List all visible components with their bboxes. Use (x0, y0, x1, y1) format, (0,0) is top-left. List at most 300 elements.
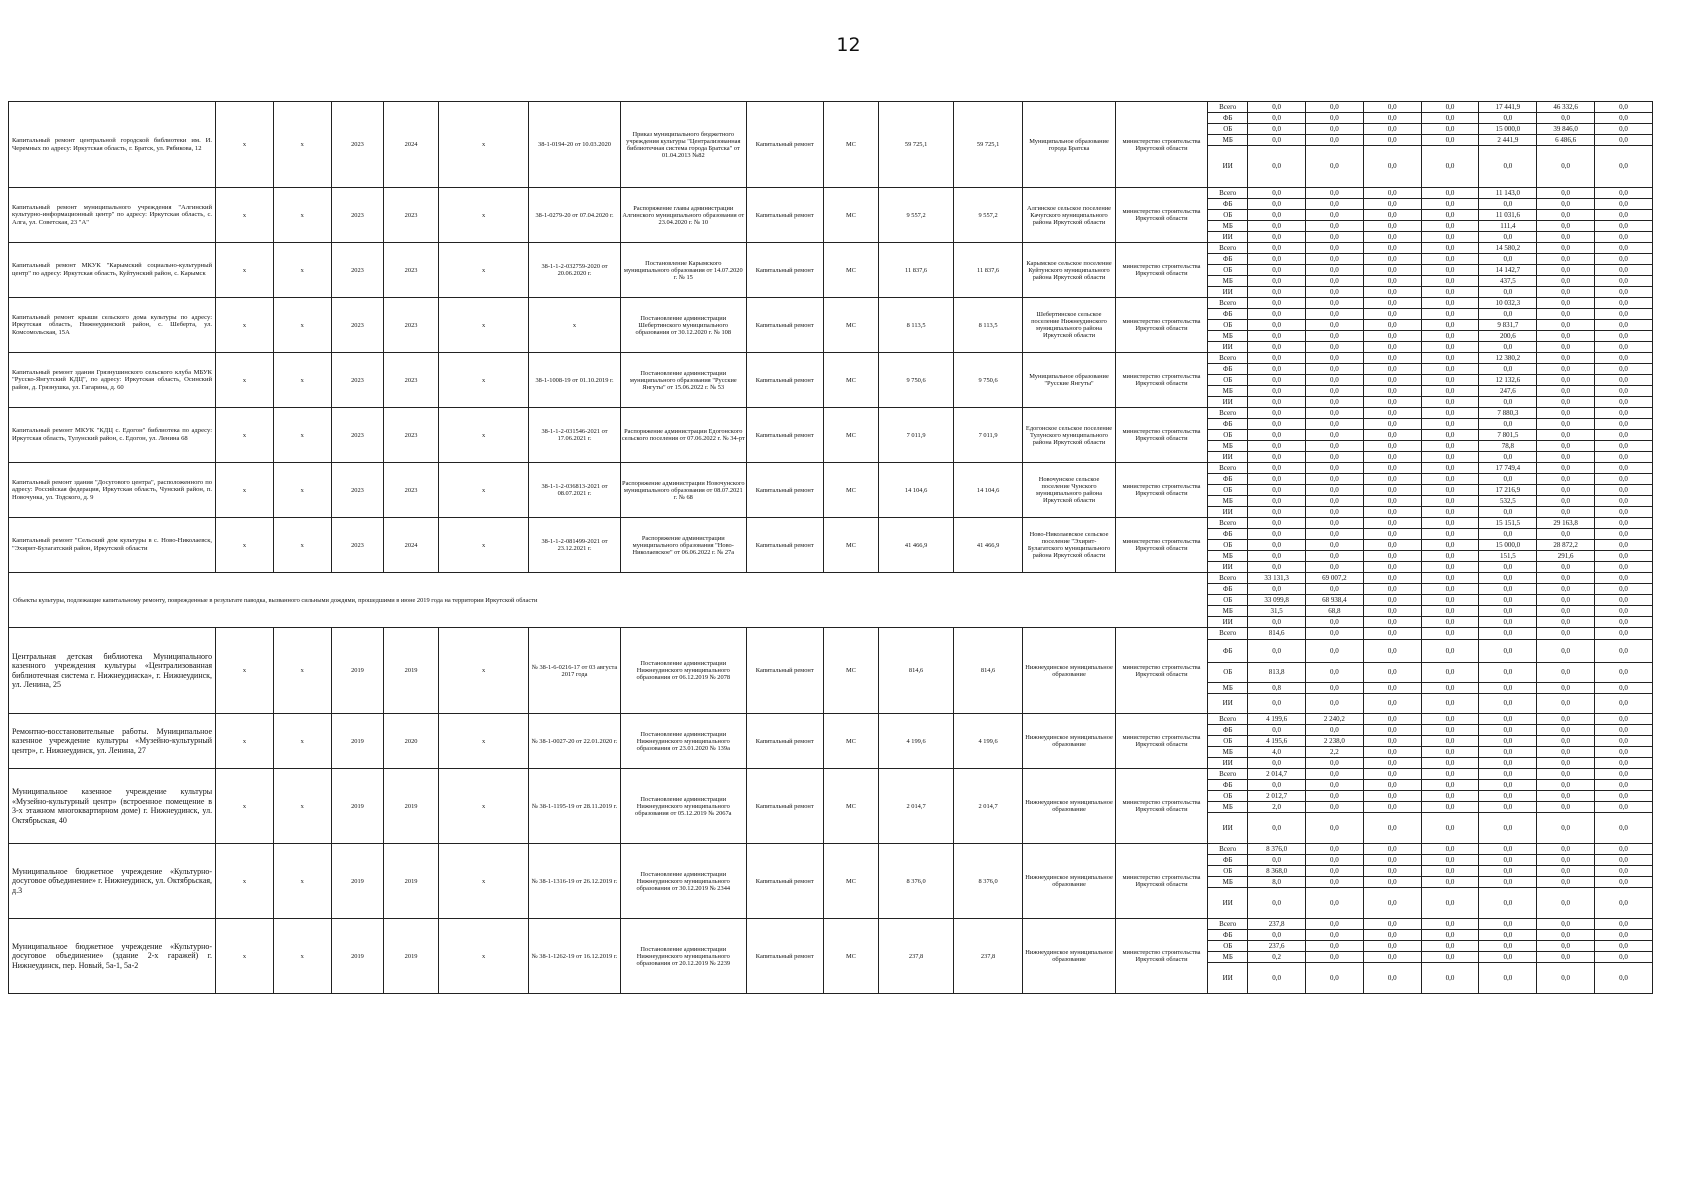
object-description: Капитальный ремонт "Сельский дом культуры в с. Ново-Николаевск, "Эхирит-Булагатский район, Иркутской области (9, 518, 216, 573)
amount-cell: 0,0 (1248, 254, 1306, 265)
amount-cell: 0,0 (1306, 243, 1364, 254)
amount-cell: 0,0 (1248, 243, 1306, 254)
end-year: 2023 (384, 408, 439, 463)
start-year: 2023 (331, 463, 384, 518)
mark-cell: х (216, 298, 274, 353)
amount-cell: 0,0 (1479, 232, 1537, 243)
responsible-ministry: министерство строительства Иркутской области (1115, 714, 1208, 769)
amount-cell: 0,0 (1479, 877, 1537, 888)
mark-cell: х (438, 243, 528, 298)
amount-cell: 0,0 (1479, 780, 1537, 791)
amount-cell: 0,0 (1421, 683, 1479, 694)
amount-cell: 0,0 (1363, 430, 1421, 441)
mark-cell: х (273, 102, 331, 188)
amount-cell: 0,0 (1363, 199, 1421, 210)
amount-cell: 0,0 (1421, 113, 1479, 124)
amount-cell: 0,0 (1595, 683, 1653, 694)
amount-cell: 200,6 (1479, 331, 1537, 342)
amount-cell: 151,5 (1479, 551, 1537, 562)
recipient: Ново-Николаевское сельское поселение "Эхирит-Булагатского муниципального района Иркутской области (1023, 518, 1116, 573)
amount-cell: 0,0 (1537, 919, 1595, 930)
amount-cell: 0,0 (1537, 441, 1595, 452)
amount-cell: 0,0 (1421, 430, 1479, 441)
amount-cell: 0,0 (1421, 518, 1479, 529)
expertise-number: 38-1-0194-20 от 10.03.2020 (529, 102, 620, 188)
source-label: ИИ (1208, 888, 1248, 919)
source-label: МБ (1208, 606, 1248, 617)
amount-cell: 0,0 (1479, 714, 1537, 725)
estimated-cost: 14 104,6 (879, 463, 954, 518)
amount-cell: 0,0 (1421, 780, 1479, 791)
amount-cell: 0,0 (1479, 694, 1537, 714)
amount-cell: 0,0 (1248, 441, 1306, 452)
amount-cell: 33 099,8 (1248, 595, 1306, 606)
amount-cell: 6 486,6 (1537, 135, 1595, 146)
amount-cell: 0,0 (1363, 353, 1421, 364)
amount-cell: 0,0 (1537, 408, 1595, 419)
estimated-cost: 7 011,9 (879, 408, 954, 463)
amount-cell: 17 216,9 (1479, 485, 1537, 496)
amount-cell: 0,0 (1363, 452, 1421, 463)
source-label: ИИ (1208, 562, 1248, 573)
amount-cell: 0,0 (1421, 725, 1479, 736)
amount-cell: 0,0 (1479, 113, 1537, 124)
object-row (9, 102, 1653, 113)
amount-cell: 0,0 (1306, 353, 1364, 364)
amount-cell: 0,0 (1248, 221, 1306, 232)
amount-cell: 0,0 (1537, 606, 1595, 617)
amount-cell: 0,0 (1479, 802, 1537, 813)
basis-document: Постановление администрации муниципального образования "Русские Янгуты" от 15.06.2022 г. № 53 (620, 353, 746, 408)
amount-cell: 0,0 (1306, 877, 1364, 888)
remaining-cost: 814,6 (953, 628, 1022, 714)
amount-cell: 0,0 (1306, 430, 1364, 441)
start-year: 2023 (331, 298, 384, 353)
recipient: Нижнеудинское муниципальное образование (1023, 769, 1116, 844)
object-description: Капитальный ремонт МКУК "Карымский социально-культурный центр" по адресу: Иркутская область, Куйтунский район, с. Карымск (9, 243, 216, 298)
amount-cell: 0,0 (1248, 529, 1306, 540)
amount-cell: 0,0 (1363, 736, 1421, 747)
amount-cell: 0,0 (1537, 747, 1595, 758)
amount-cell: 0,0 (1537, 342, 1595, 353)
amount-cell: 0,0 (1421, 146, 1479, 188)
start-year: 2019 (331, 628, 384, 714)
amount-cell: 10 032,3 (1479, 298, 1537, 309)
object-description: Ремонтно-восстановительные работы. Муниципальное казенное учреждение культуры «Музейно-культурный центр», г. Нижнеудинск, ул. Ленина, 27 (9, 714, 216, 769)
amount-cell: 0,0 (1537, 802, 1595, 813)
source-label: МБ (1208, 276, 1248, 287)
amount-cell: 0,0 (1595, 802, 1653, 813)
end-year: 2023 (384, 463, 439, 518)
source-label: ФБ (1208, 725, 1248, 736)
amount-cell: 12 132,6 (1479, 375, 1537, 386)
amount-cell: 0,0 (1363, 243, 1421, 254)
amount-cell: 0,0 (1248, 199, 1306, 210)
amount-cell: 0,0 (1537, 573, 1595, 584)
ownership-type: МС (823, 408, 879, 463)
amount-cell: 0,0 (1363, 683, 1421, 694)
ownership-type: МС (823, 463, 879, 518)
amount-cell: 0,0 (1363, 963, 1421, 994)
object-description: Капитальный ремонт здания Грязнушинского сельского клуба МБУК "Русско-Янгутский КДЦ", по адресу: Иркутская область, Осинский район, д. Грязнушка, ул. Гагарина, д. 60 (9, 353, 216, 408)
amount-cell: 0,0 (1306, 463, 1364, 474)
work-type: Капитальный ремонт (746, 518, 823, 573)
amount-cell: 11 143,0 (1479, 188, 1537, 199)
source-label: ИИ (1208, 694, 1248, 714)
mark-cell: х (216, 353, 274, 408)
amount-cell: 0,0 (1537, 791, 1595, 802)
amount-cell: 0,0 (1421, 551, 1479, 562)
source-label: ИИ (1208, 342, 1248, 353)
amount-cell: 0,0 (1248, 780, 1306, 791)
amount-cell: 0,0 (1421, 243, 1479, 254)
amount-cell: 0,0 (1248, 485, 1306, 496)
amount-cell: 0,0 (1306, 725, 1364, 736)
source-label: МБ (1208, 441, 1248, 452)
amount-cell: 0,0 (1537, 769, 1595, 780)
mark-cell: х (438, 353, 528, 408)
amount-cell: 0,0 (1421, 866, 1479, 877)
amount-cell: 0,0 (1248, 375, 1306, 386)
amount-cell: 0,0 (1421, 254, 1479, 265)
amount-cell: 0,0 (1421, 474, 1479, 485)
source-label: ИИ (1208, 397, 1248, 408)
amount-cell: 0,0 (1595, 952, 1653, 963)
amount-cell: 0,0 (1363, 254, 1421, 265)
amount-cell: 0,0 (1595, 606, 1653, 617)
mark-cell: х (273, 298, 331, 353)
amount-cell: 31,5 (1248, 606, 1306, 617)
amount-cell: 0,0 (1595, 941, 1653, 952)
amount-cell: 0,0 (1363, 113, 1421, 124)
expertise-number: 38-1-1-2-031546-2021 от 17.06.2021 г. (529, 408, 620, 463)
amount-cell: 0,0 (1306, 802, 1364, 813)
estimated-cost: 4 199,6 (879, 714, 954, 769)
amount-cell: 0,0 (1479, 562, 1537, 573)
ownership-type: МС (823, 769, 879, 844)
amount-cell: 0,0 (1421, 802, 1479, 813)
object-row (9, 919, 1653, 930)
amount-cell: 0,0 (1306, 562, 1364, 573)
amount-cell: 0,0 (1363, 919, 1421, 930)
amount-cell: 0,0 (1363, 888, 1421, 919)
amount-cell: 0,0 (1363, 813, 1421, 844)
work-type: Капитальный ремонт (746, 243, 823, 298)
amount-cell: 0,0 (1248, 124, 1306, 135)
amount-cell: 0,0 (1306, 146, 1364, 188)
amount-cell: 0,0 (1306, 452, 1364, 463)
recipient: Карымское сельское поселение Куйтунского муниципального района Иркутской области (1023, 243, 1116, 298)
mark-cell: х (438, 188, 528, 243)
amount-cell: 0,0 (1421, 628, 1479, 640)
source-label: ФБ (1208, 640, 1248, 663)
amount-cell: 4 199,6 (1248, 714, 1306, 725)
source-label: ИИ (1208, 963, 1248, 994)
amount-cell: 0,0 (1306, 331, 1364, 342)
amount-cell: 0,0 (1479, 342, 1537, 353)
source-label: Всего (1208, 769, 1248, 780)
amount-cell: 0,0 (1363, 595, 1421, 606)
amount-cell: 0,0 (1421, 221, 1479, 232)
amount-cell: 0,0 (1248, 474, 1306, 485)
amount-cell: 0,0 (1595, 364, 1653, 375)
amount-cell: 0,0 (1363, 562, 1421, 573)
amount-cell: 0,0 (1537, 276, 1595, 287)
amount-cell: 0,0 (1306, 265, 1364, 276)
basis-document: Постановление Карымского муниципального образования от 14.07.2020 г. № 15 (620, 243, 746, 298)
amount-cell: 0,0 (1248, 888, 1306, 919)
source-label: ФБ (1208, 855, 1248, 866)
amount-cell: 0,0 (1248, 551, 1306, 562)
amount-cell: 0,0 (1306, 855, 1364, 866)
amount-cell: 0,0 (1537, 146, 1595, 188)
ownership-type: МС (823, 844, 879, 919)
source-label: МБ (1208, 952, 1248, 963)
basis-document: Постановление администрации Нижнеудинского муниципального образования от 06.12.2019 № 2078 (620, 628, 746, 714)
end-year: 2024 (384, 102, 439, 188)
amount-cell: 0,0 (1595, 485, 1653, 496)
amount-cell: 0,0 (1306, 941, 1364, 952)
amount-cell: 0,0 (1363, 941, 1421, 952)
amount-cell: 0,0 (1595, 663, 1653, 683)
amount-cell: 0,0 (1595, 113, 1653, 124)
amount-cell: 0,0 (1306, 640, 1364, 663)
amount-cell: 0,0 (1306, 888, 1364, 919)
work-type: Капитальный ремонт (746, 769, 823, 844)
amount-cell: 17 441,9 (1479, 102, 1537, 113)
amount-cell: 0,0 (1363, 102, 1421, 113)
amount-cell: 0,0 (1595, 963, 1653, 994)
amount-cell: 0,0 (1363, 930, 1421, 941)
amount-cell: 0,0 (1595, 287, 1653, 298)
amount-cell: 0,0 (1306, 529, 1364, 540)
amount-cell: 0,0 (1595, 714, 1653, 725)
amount-cell: 0,0 (1421, 199, 1479, 210)
amount-cell: 0,0 (1306, 518, 1364, 529)
amount-cell: 0,0 (1421, 769, 1479, 780)
amount-cell: 0,0 (1421, 540, 1479, 551)
source-label: ИИ (1208, 452, 1248, 463)
amount-cell: 0,0 (1363, 463, 1421, 474)
amount-cell: 0,0 (1248, 463, 1306, 474)
amount-cell: 0,0 (1537, 397, 1595, 408)
amount-cell: 0,0 (1595, 930, 1653, 941)
amount-cell: 0,0 (1537, 628, 1595, 640)
amount-cell: 0,0 (1595, 474, 1653, 485)
amount-cell: 0,0 (1306, 408, 1364, 419)
amount-cell: 0,0 (1595, 320, 1653, 331)
object-description: Капитальный ремонт муниципального учреждения "Алгинский культурно-информационный центр" по адресу: Иркутская область, с. Алга, ул. Советская, 23 "А" (9, 188, 216, 243)
amount-cell: 0,0 (1248, 265, 1306, 276)
amount-cell: 0,0 (1363, 276, 1421, 287)
amount-cell: 8 368,0 (1248, 866, 1306, 877)
expertise-number: 38-1-1-2-032759-2020 от 20.06.2020 г. (529, 243, 620, 298)
amount-cell: 0,0 (1537, 507, 1595, 518)
amount-cell: 0,0 (1363, 375, 1421, 386)
amount-cell: 8,0 (1248, 877, 1306, 888)
amount-cell: 7 801,5 (1479, 430, 1537, 441)
amount-cell: 0,0 (1306, 199, 1364, 210)
amount-cell: 0,0 (1306, 952, 1364, 963)
amount-cell: 4,0 (1248, 747, 1306, 758)
source-label: ОБ (1208, 430, 1248, 441)
mark-cell: х (216, 463, 274, 518)
responsible-ministry: министерство строительства Иркутской области (1115, 628, 1208, 714)
amount-cell: 0,0 (1421, 758, 1479, 769)
amount-cell: 0,0 (1537, 210, 1595, 221)
source-label: ОБ (1208, 485, 1248, 496)
object-row (9, 188, 1653, 199)
amount-cell: 0,0 (1595, 584, 1653, 595)
start-year: 2023 (331, 188, 384, 243)
source-label: МБ (1208, 683, 1248, 694)
amount-cell: 0,0 (1479, 683, 1537, 694)
work-type: Капитальный ремонт (746, 298, 823, 353)
source-label: МБ (1208, 747, 1248, 758)
amount-cell: 0,0 (1537, 221, 1595, 232)
end-year: 2023 (384, 298, 439, 353)
amount-cell: 0,0 (1248, 963, 1306, 994)
basis-document: Распоряжение главы администрации Алгинского муниципального образования от 23.04.2020 г. № 10 (620, 188, 746, 243)
responsible-ministry: министерство строительства Иркутской области (1115, 102, 1208, 188)
object-row (9, 844, 1653, 855)
expertise-number: № 38-1-6-0216-17 от 03 августа 2017 года (529, 628, 620, 714)
end-year: 2020 (384, 714, 439, 769)
amount-cell: 0,0 (1421, 714, 1479, 725)
amount-cell: 0,0 (1248, 353, 1306, 364)
amount-cell: 0,0 (1595, 463, 1653, 474)
amount-cell: 0,0 (1421, 188, 1479, 199)
amount-cell: 2 238,0 (1306, 736, 1364, 747)
estimated-cost: 11 837,6 (879, 243, 954, 298)
amount-cell: 0,0 (1363, 188, 1421, 199)
amount-cell: 0,0 (1479, 199, 1537, 210)
object-row (9, 518, 1653, 529)
amount-cell: 0,0 (1363, 606, 1421, 617)
amount-cell: 0,0 (1595, 342, 1653, 353)
amount-cell: 814,6 (1248, 628, 1306, 640)
amount-cell: 0,0 (1306, 791, 1364, 802)
amount-cell: 0,0 (1421, 364, 1479, 375)
amount-cell: 291,6 (1537, 551, 1595, 562)
amount-cell: 0,0 (1421, 419, 1479, 430)
amount-cell: 0,0 (1595, 309, 1653, 320)
amount-cell: 0,0 (1595, 254, 1653, 265)
amount-cell: 0,0 (1537, 529, 1595, 540)
amount-cell: 0,0 (1537, 725, 1595, 736)
mark-cell: х (438, 714, 528, 769)
object-row (9, 463, 1653, 474)
amount-cell: 0,0 (1306, 683, 1364, 694)
estimated-cost: 8 376,0 (879, 844, 954, 919)
object-description: Центральная детская библиотека Муниципального казенного учреждения культуры «Централизованная библиотечная система г. Нижнеудинска», г. Нижнеудинск, ул. Ленина, 25 (9, 628, 216, 714)
remaining-cost: 8 113,5 (953, 298, 1022, 353)
amount-cell: 0,0 (1306, 135, 1364, 146)
amount-cell: 0,0 (1248, 725, 1306, 736)
amount-cell: 0,0 (1363, 441, 1421, 452)
amount-cell: 0,0 (1595, 430, 1653, 441)
amount-cell: 0,0 (1595, 375, 1653, 386)
basis-document: Постановление администрации Шебертинского муниципального образования от 30.12.2020 г. № 108 (620, 298, 746, 353)
amount-cell: 0,0 (1306, 866, 1364, 877)
amount-cell: 0,0 (1248, 146, 1306, 188)
responsible-ministry: министерство строительства Иркутской области (1115, 919, 1208, 994)
amount-cell: 14 142,7 (1479, 265, 1537, 276)
amount-cell: 0,0 (1537, 663, 1595, 683)
remaining-cost: 7 011,9 (953, 408, 1022, 463)
amount-cell: 0,0 (1363, 725, 1421, 736)
source-label: МБ (1208, 877, 1248, 888)
mark-cell: х (216, 714, 274, 769)
end-year: 2023 (384, 243, 439, 298)
amount-cell: 0,0 (1363, 485, 1421, 496)
amount-cell: 11 031,6 (1479, 210, 1537, 221)
amount-cell: 0,0 (1306, 397, 1364, 408)
amount-cell: 0,0 (1248, 408, 1306, 419)
amount-cell: 0,0 (1248, 430, 1306, 441)
recipient: Муниципальное образование города Братска (1023, 102, 1116, 188)
amount-cell: 0,0 (1479, 573, 1537, 584)
amount-cell: 0,0 (1306, 930, 1364, 941)
amount-cell: 0,0 (1306, 221, 1364, 232)
estimated-cost: 41 466,9 (879, 518, 954, 573)
mark-cell: х (216, 408, 274, 463)
amount-cell: 0,0 (1306, 441, 1364, 452)
amount-cell: 0,0 (1479, 844, 1537, 855)
amount-cell: 0,0 (1479, 452, 1537, 463)
amount-cell: 0,0 (1595, 551, 1653, 562)
source-label: Всего (1208, 408, 1248, 419)
amount-cell: 0,0 (1421, 331, 1479, 342)
amount-cell: 0,0 (1421, 507, 1479, 518)
amount-cell: 0,0 (1363, 309, 1421, 320)
amount-cell: 0,0 (1363, 124, 1421, 135)
start-year: 2019 (331, 714, 384, 769)
amount-cell: 237,6 (1248, 941, 1306, 952)
amount-cell: 0,0 (1363, 507, 1421, 518)
basis-document: Приказ муниципального бюджетного учреждения культуры "Централизованная библиотечная система города Братска" от 01.04.2013 №82 (620, 102, 746, 188)
source-label: ФБ (1208, 419, 1248, 430)
estimated-cost: 9 750,6 (879, 353, 954, 408)
amount-cell: 0,0 (1363, 496, 1421, 507)
ownership-type: МС (823, 628, 879, 714)
amount-cell: 0,0 (1306, 320, 1364, 331)
mark-cell: х (216, 102, 274, 188)
ownership-type: МС (823, 714, 879, 769)
start-year: 2019 (331, 844, 384, 919)
amount-cell: 0,0 (1421, 919, 1479, 930)
amount-cell: 0,0 (1421, 452, 1479, 463)
source-label: Всего (1208, 102, 1248, 113)
mark-cell: х (438, 518, 528, 573)
source-label: МБ (1208, 386, 1248, 397)
amount-cell: 0,0 (1595, 276, 1653, 287)
amount-cell: 0,0 (1248, 331, 1306, 342)
amount-cell: 0,0 (1306, 276, 1364, 287)
source-label: ИИ (1208, 287, 1248, 298)
amount-cell: 0,0 (1306, 780, 1364, 791)
amount-cell: 0,0 (1306, 813, 1364, 844)
mark-cell: х (216, 919, 274, 994)
amount-cell: 0,0 (1248, 276, 1306, 287)
mark-cell: х (273, 188, 331, 243)
amount-cell: 2 012,7 (1248, 791, 1306, 802)
remaining-cost: 9 750,6 (953, 353, 1022, 408)
source-label: ИИ (1208, 507, 1248, 518)
basis-document: Постановление администрации Нижнеудинского муниципального образования от 23.01.2020 № 139а (620, 714, 746, 769)
amount-cell: 0,0 (1479, 663, 1537, 683)
amount-cell: 0,0 (1306, 617, 1364, 628)
